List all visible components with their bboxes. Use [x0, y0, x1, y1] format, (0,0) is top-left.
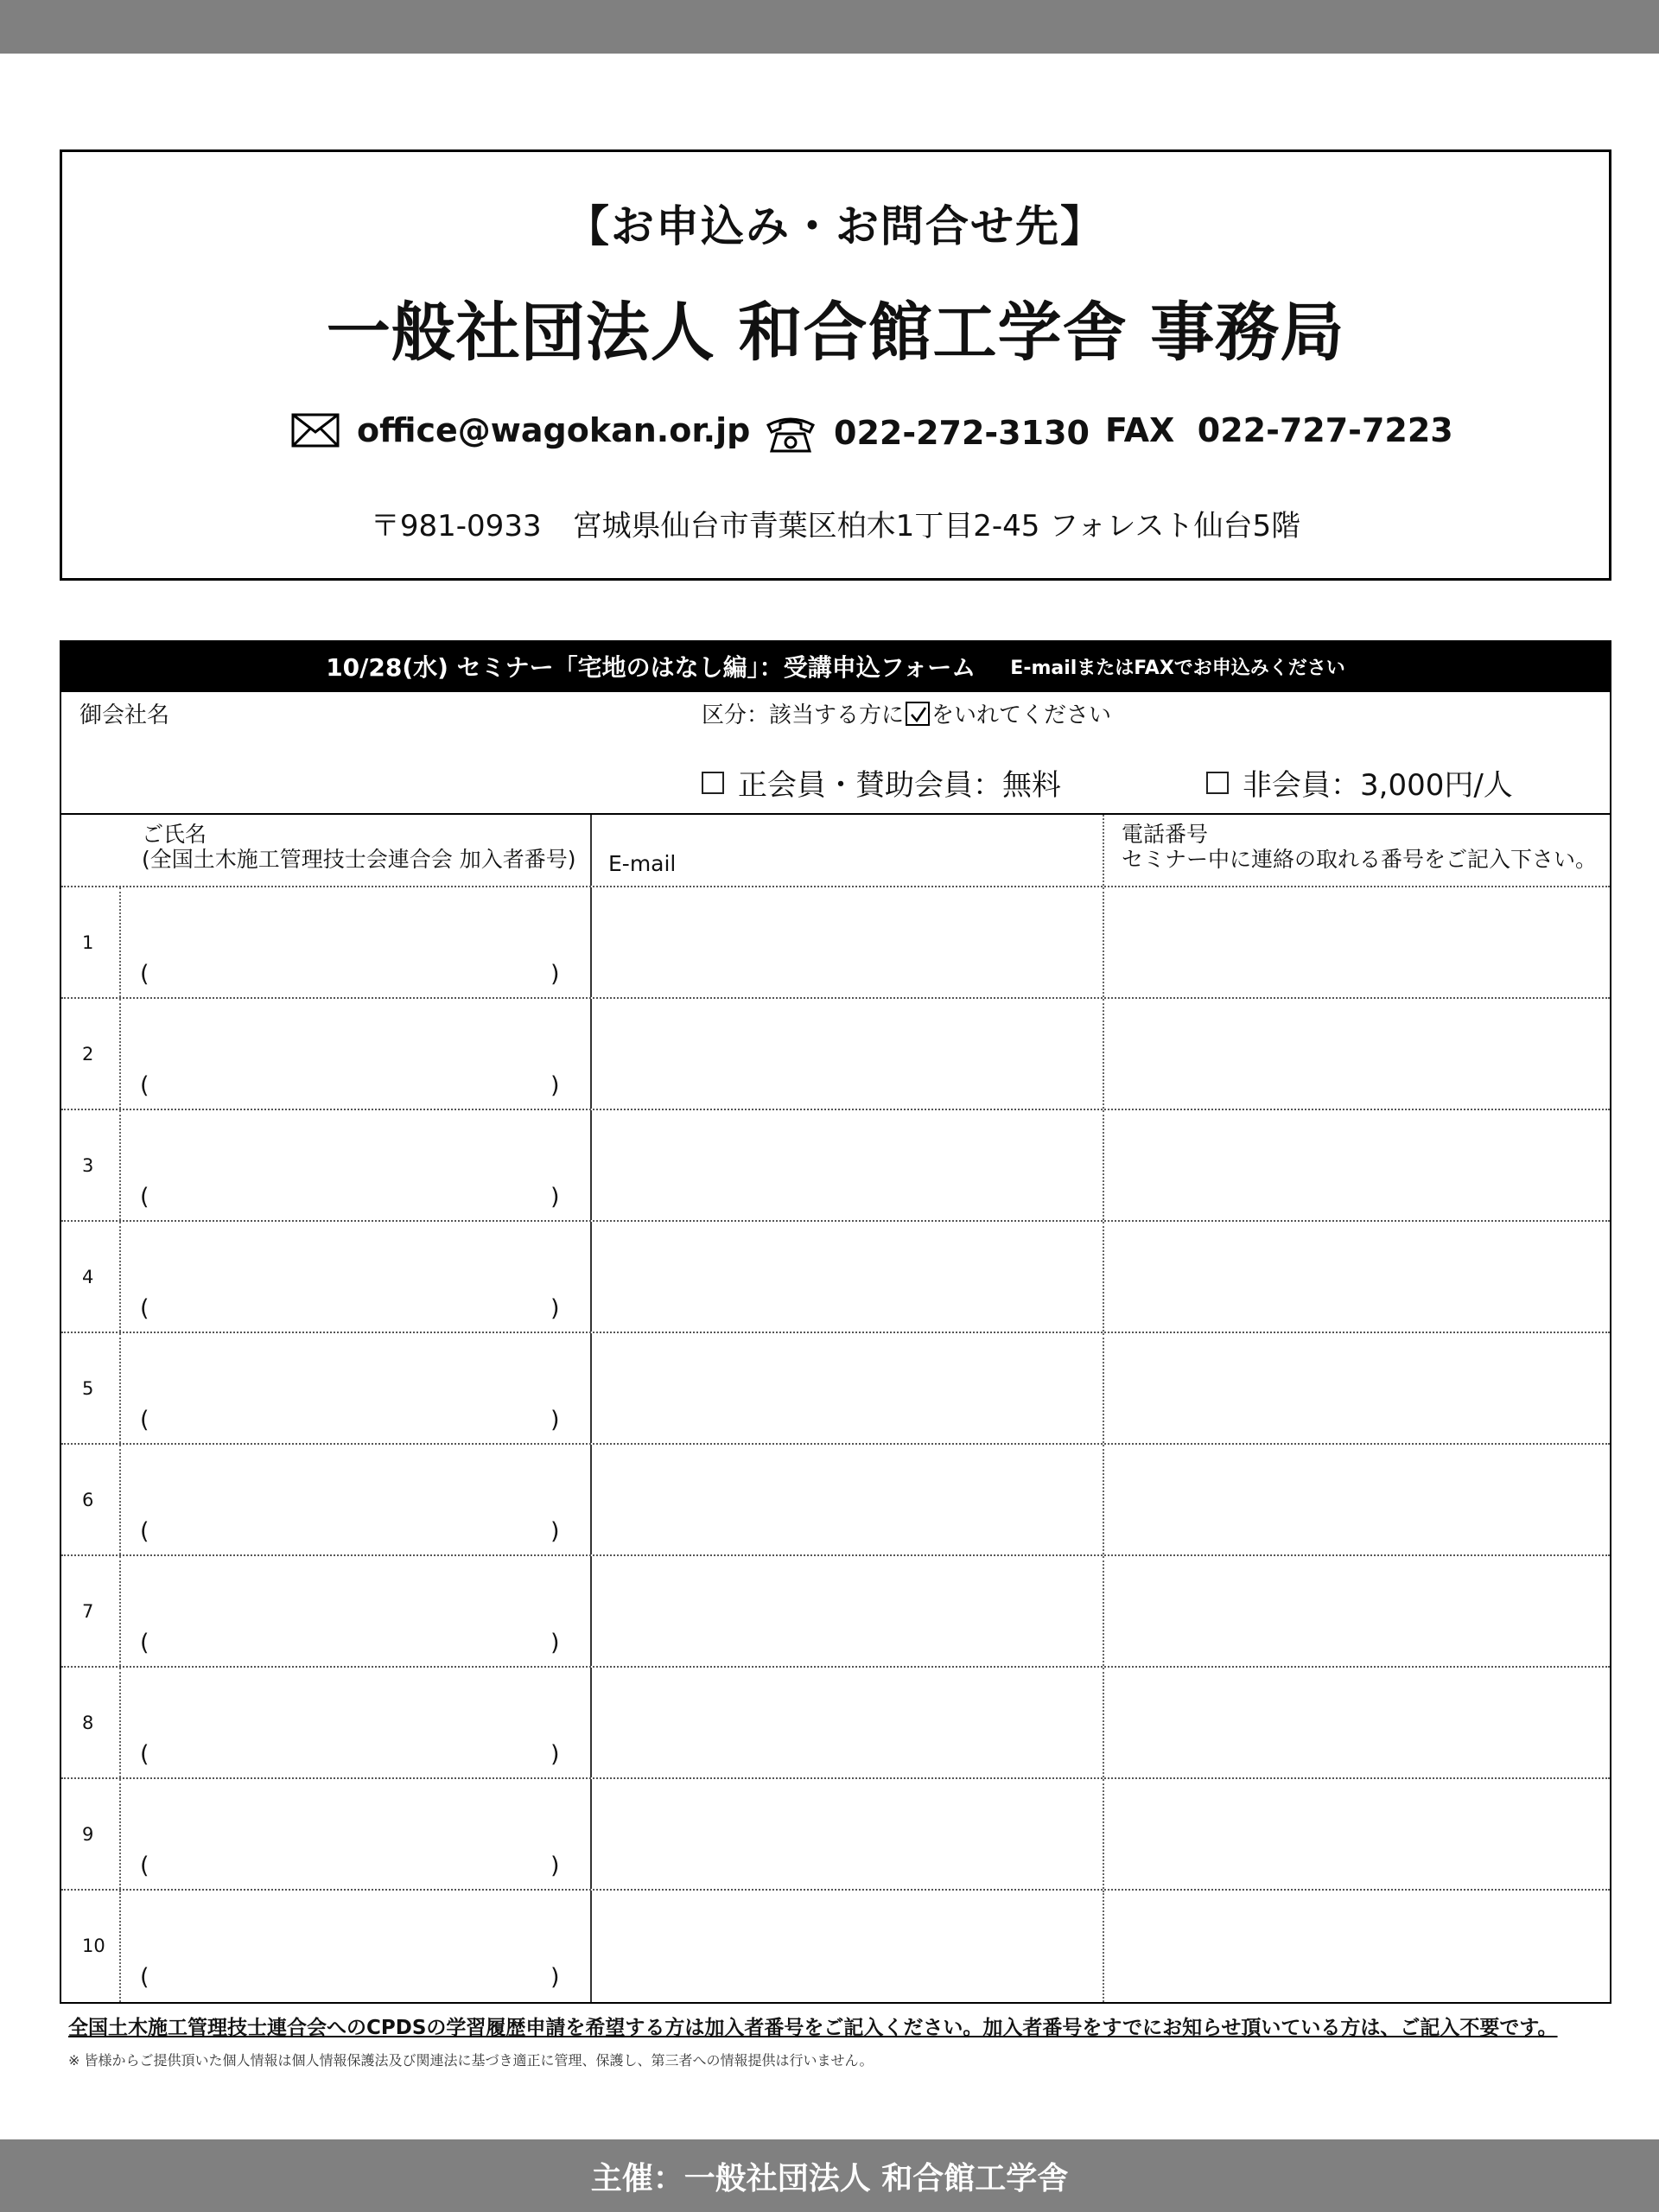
top-bar [0, 0, 1659, 54]
checkbox-icon[interactable] [1206, 772, 1229, 794]
column-header-phone-label: 電話番号 [1122, 822, 1209, 847]
column-divider [119, 887, 121, 997]
column-divider [590, 1445, 592, 1554]
application-form [60, 640, 1611, 2004]
paren-close: ) [550, 1518, 560, 1545]
column-divider [119, 1779, 121, 1889]
column-header-name [142, 822, 575, 872]
column-divider [590, 1668, 592, 1777]
privacy-note: ※ 皆様からご提供頂いた個人情報は個人情報保護法及び関連法に基づき適正に管理、保護し、第三者への情報提供は行いません。 [68, 2052, 874, 2069]
column-header-row [61, 815, 1610, 887]
form-body [60, 692, 1611, 2004]
column-header-name-sub: (全国土木施工管理技士会連合会 加入者番号) [142, 847, 576, 872]
paren-open: ( [140, 1184, 149, 1211]
column-divider [590, 999, 592, 1109]
entry-rows [61, 887, 1610, 2002]
form-title: 10/28(水) セミナー「宅地のはなし編」：受講申込フォーム [326, 653, 976, 682]
column-header-phone-sub: セミナー中に連絡の取れる番号をご記入下さい。 [1122, 847, 1598, 872]
row-number: 3 [82, 1155, 94, 1176]
column-divider [1103, 999, 1104, 1109]
entry-row [61, 1668, 1610, 1779]
column-divider [119, 999, 121, 1109]
column-divider [590, 887, 592, 997]
row-number: 1 [82, 932, 94, 953]
entry-row [61, 1891, 1610, 2002]
column-header-name-label: ご氏名 [142, 822, 207, 847]
entry-row [61, 1110, 1610, 1222]
column-divider [1103, 1556, 1104, 1666]
paren-close: ) [550, 1072, 560, 1099]
telephone-icon [765, 411, 817, 454]
column-divider [1103, 1110, 1104, 1220]
column-divider [119, 1556, 121, 1666]
checkbox-checked-icon [906, 702, 930, 726]
paren-open: ( [140, 1407, 149, 1433]
column-header-phone [1122, 822, 1597, 872]
contact-org-name: 一般社団法人 和合館工学舎 事務局 [326, 296, 1345, 370]
row-number: 2 [82, 1044, 94, 1065]
column-divider [590, 1556, 592, 1666]
column-divider [119, 1222, 121, 1332]
form-header [60, 640, 1611, 692]
contact-fax-row [1105, 411, 1453, 449]
category-prefix: 区分：該当する方に [702, 702, 905, 728]
cpds-note: 全国土木施工管理技士連合会へのCPDSの学習履歴申請を希望する方は加入者番号をご記入ください。加入者番号をすでにお知らせ頂いている方は、ご記入不要です。 [68, 2017, 1558, 2039]
organizer: 主催：一般社団法人 和合館工学舎 [590, 2160, 1069, 2196]
column-divider [590, 1222, 592, 1332]
column-divider [1103, 1222, 1104, 1332]
column-divider [119, 1333, 121, 1443]
column-divider [590, 1333, 592, 1443]
paren-close: ) [550, 1295, 560, 1322]
column-divider [590, 815, 592, 886]
column-divider [590, 1891, 592, 2002]
option-member-label: 正会員・賛助会員：無料 [738, 768, 1061, 803]
column-header-email: E-mail [608, 851, 677, 876]
column-divider [1103, 887, 1104, 997]
option-nonmember[interactable] [1206, 761, 1513, 804]
paren-open: ( [140, 961, 149, 988]
column-divider [119, 1110, 121, 1220]
company-name-label: 御会社名 [79, 702, 170, 728]
contact-address-row [62, 502, 1609, 544]
paren-open: ( [140, 1964, 149, 1991]
entry-row [61, 1445, 1610, 1556]
paren-close: ) [550, 1741, 560, 1768]
row-number: 4 [82, 1267, 94, 1287]
entry-row [61, 999, 1610, 1110]
column-divider [1103, 1779, 1104, 1889]
paren-open: ( [140, 1518, 149, 1545]
paren-open: ( [140, 1295, 149, 1322]
row-number: 6 [82, 1490, 94, 1510]
category-suffix: をいれてください [931, 702, 1112, 728]
column-divider [119, 1668, 121, 1777]
contact-email-row [291, 411, 750, 449]
row-number: 7 [82, 1601, 94, 1622]
paren-close: ) [550, 1407, 560, 1433]
column-divider [1103, 1668, 1104, 1777]
contact-tel[interactable]: 022-272-3130 [834, 414, 1090, 452]
column-divider [590, 1779, 592, 1889]
paren-close: ) [550, 1964, 560, 1991]
form-title-note: E-mailまたはFAXでお申込みください [1010, 657, 1345, 679]
row-number: 9 [82, 1824, 94, 1845]
column-divider [119, 1891, 121, 2002]
entry-row [61, 1779, 1610, 1891]
paren-open: ( [140, 1072, 149, 1099]
row-number: 8 [82, 1713, 94, 1733]
option-member[interactable] [702, 761, 1061, 804]
option-nonmember-label: 非会員：3,000円/人 [1243, 768, 1513, 803]
paren-close: ) [550, 961, 560, 988]
entry-row [61, 887, 1610, 999]
row-number: 5 [82, 1378, 94, 1399]
footer-bar [0, 2139, 1659, 2212]
envelope-icon [291, 413, 340, 448]
entry-row [61, 1222, 1610, 1333]
company-row [61, 692, 1610, 815]
paren-close: ) [550, 1630, 560, 1656]
column-divider [1103, 1891, 1104, 2002]
column-divider [1103, 1445, 1104, 1554]
entry-row [61, 1556, 1610, 1668]
contact-heading: 【お申込み・お問合せ先】 [566, 201, 1105, 251]
column-divider [590, 1110, 592, 1220]
paren-close: ) [550, 1184, 560, 1211]
row-number: 10 [82, 1936, 105, 1956]
entry-row [61, 1333, 1610, 1445]
paren-open: ( [140, 1630, 149, 1656]
column-divider [119, 1445, 121, 1554]
category-instruction [702, 697, 1111, 729]
contact-fax: FAX 022-727-7223 [1105, 411, 1453, 449]
column-divider [1103, 815, 1104, 886]
postal-code: 〒981-0933 [370, 509, 542, 543]
column-divider [1103, 1333, 1104, 1443]
paren-close: ) [550, 1853, 560, 1879]
checkbox-icon[interactable] [702, 772, 724, 794]
contact-email[interactable]: office@wagokan.or.jp [357, 411, 751, 449]
contact-box [60, 149, 1611, 581]
contact-tel-row [765, 411, 1090, 454]
address: 宮城県仙台市青葉区柏木1丁目2-45 フォレスト仙台5階 [572, 509, 1301, 543]
paren-open: ( [140, 1741, 149, 1768]
paren-open: ( [140, 1853, 149, 1879]
